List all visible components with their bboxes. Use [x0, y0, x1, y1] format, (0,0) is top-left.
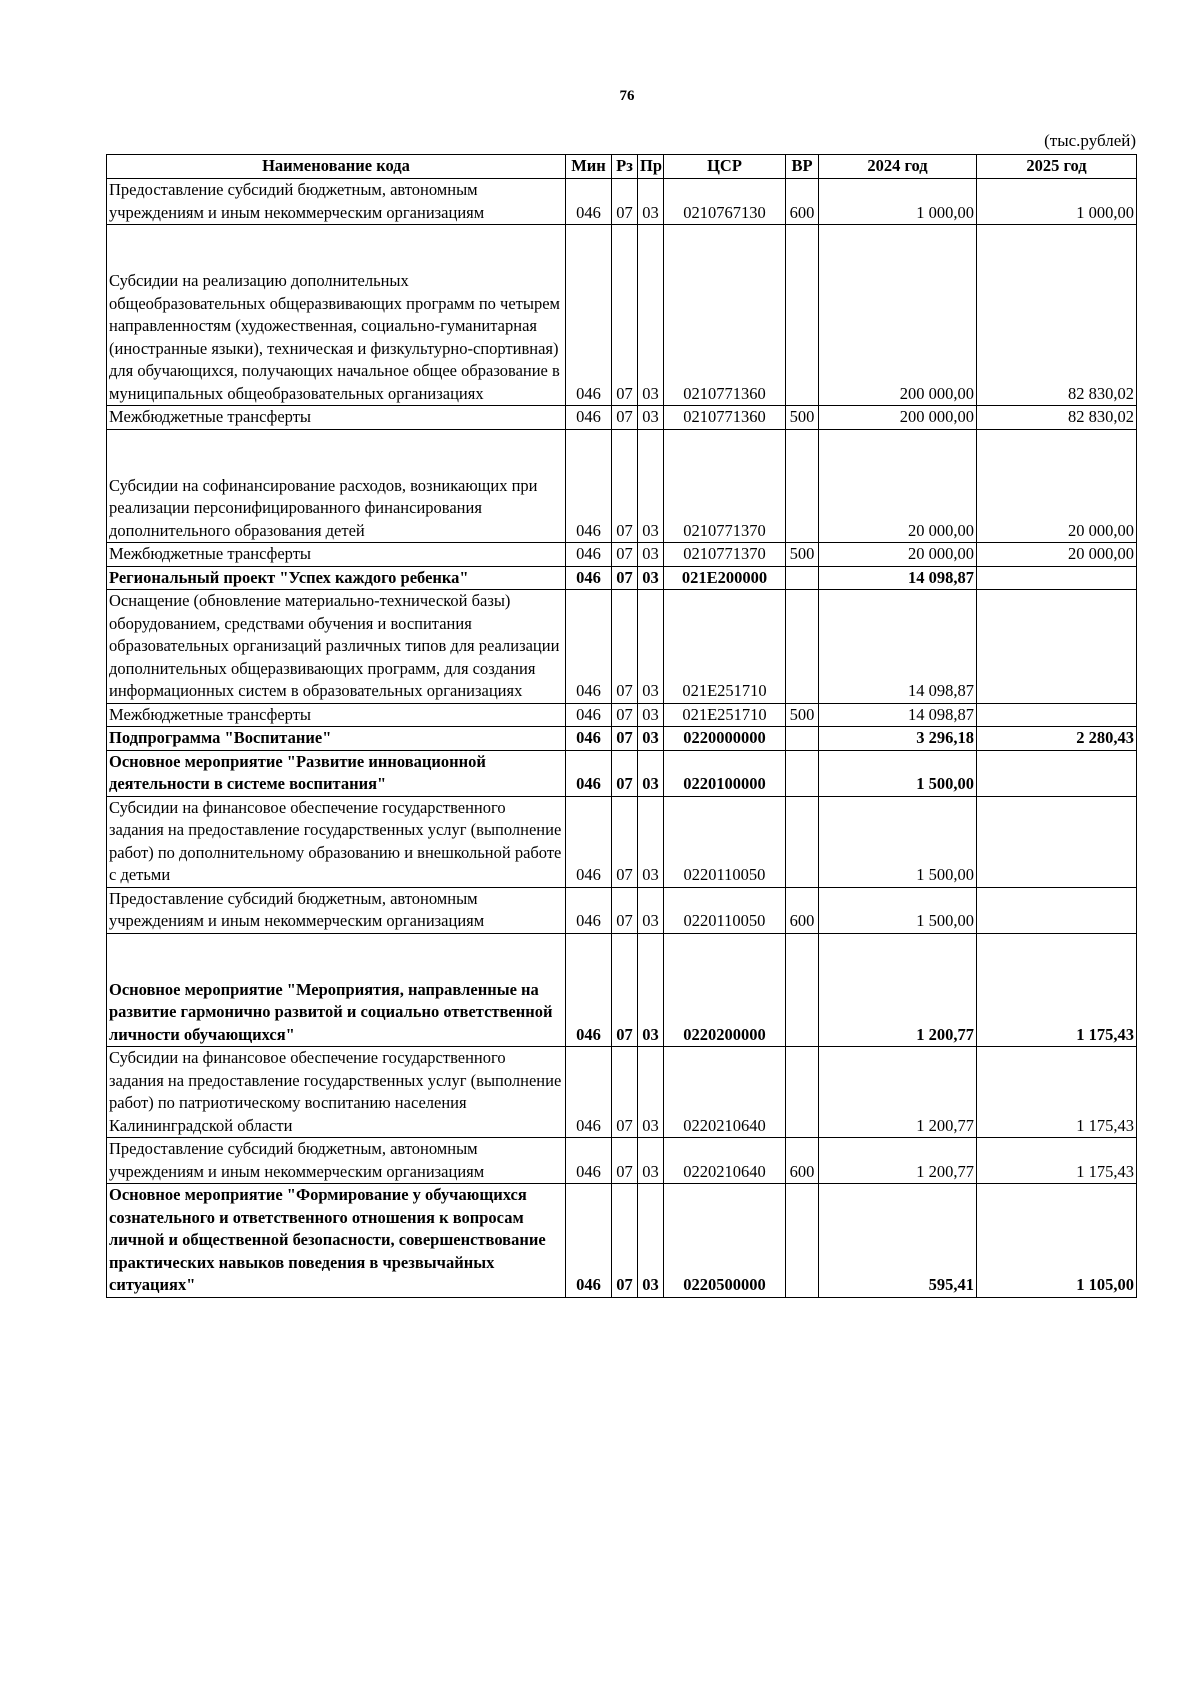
row-pr: 03: [638, 1138, 664, 1184]
row-rz: 07: [612, 750, 638, 796]
table-header-row: [107, 155, 1137, 179]
row-2025: 82 830,02: [977, 225, 1137, 406]
row-min: 046: [566, 225, 612, 406]
row-rz: 07: [612, 590, 638, 704]
row-2024: 200 000,00: [819, 406, 977, 430]
row-rz: 07: [612, 179, 638, 225]
header-min: Мин: [566, 155, 612, 179]
row-csr: 0220200000: [664, 933, 786, 1047]
row-name: Основное мероприятие "Мероприятия, направленные на развитие гармонично развитой и социально ответственной личности обучающихся": [109, 979, 553, 1044]
row-rz: 07: [612, 1138, 638, 1184]
row-2024: 3 296,18: [819, 727, 977, 751]
row-2025: [977, 750, 1137, 796]
row-name: Межбюджетные трансферты: [107, 406, 566, 430]
table-row: [107, 590, 1137, 704]
units-label: (тыс.рублей): [1044, 131, 1136, 150]
row-rz: 07: [612, 933, 638, 1047]
row-csr: 0220500000: [664, 1184, 786, 1298]
row-csr: 0210771360: [664, 225, 786, 406]
row-csr: 0220110050: [664, 887, 786, 933]
header-vr: ВР: [786, 155, 819, 179]
row-csr: 0210771360: [664, 406, 786, 430]
row-vr: [786, 566, 819, 590]
table-row: [107, 750, 1137, 796]
row-vr: 500: [786, 703, 819, 727]
row-csr: 0220210640: [664, 1138, 786, 1184]
row-rz: 07: [612, 225, 638, 406]
row-2024: 14 098,87: [819, 590, 977, 704]
row-vr: [786, 796, 819, 887]
row-2025: 1 175,43: [977, 1047, 1137, 1138]
row-2024: 14 098,87: [819, 703, 977, 727]
row-name: Предоставление субсидий бюджетным, автономным учреждениям и иным некоммерческим организациям: [107, 179, 566, 225]
row-2025: [977, 703, 1137, 727]
row-name: Основное мероприятие "Развитие инновационной деятельности в системе воспитания": [107, 750, 566, 796]
row-2024: 1 500,00: [819, 887, 977, 933]
row-pr: 03: [638, 225, 664, 406]
row-csr: 021E200000: [664, 566, 786, 590]
header-2024: 2024 год: [819, 155, 977, 179]
row-2024: 1 200,77: [819, 1047, 977, 1138]
row-vr: 600: [786, 1138, 819, 1184]
row-pr: 03: [638, 750, 664, 796]
row-csr: 0220210640: [664, 1047, 786, 1138]
row-rz: 07: [612, 796, 638, 887]
row-rz: 07: [612, 727, 638, 751]
table-row: [107, 703, 1137, 727]
row-rz: 07: [612, 429, 638, 543]
row-pr: 03: [638, 429, 664, 543]
row-name: Межбюджетные трансферты: [107, 703, 566, 727]
row-rz: 07: [612, 703, 638, 727]
row-vr: [786, 225, 819, 406]
row-pr: 03: [638, 406, 664, 430]
row-2025: 1 175,43: [977, 933, 1137, 1047]
row-2024: 20 000,00: [819, 429, 977, 543]
row-min: 046: [566, 406, 612, 430]
row-2025: 82 830,02: [977, 406, 1137, 430]
table-row: [107, 406, 1137, 430]
row-min: 046: [566, 887, 612, 933]
table-row: [107, 1138, 1137, 1184]
row-min: 046: [566, 1184, 612, 1298]
row-pr: 03: [638, 590, 664, 704]
row-2025: 1 105,00: [977, 1184, 1137, 1298]
row-2025: [977, 887, 1137, 933]
row-rz: 07: [612, 887, 638, 933]
row-vr: [786, 590, 819, 704]
row-name: Основное мероприятие "Формирование у обучающихся сознательного и ответственного отношения к вопросам личной и общественной безопасности, совершенствование практических навыков поведения в чрезвычайных ситуациях": [107, 1184, 566, 1298]
header-csr: ЦСР: [664, 155, 786, 179]
header-2025: 2025 год: [977, 155, 1137, 179]
budget-table: [106, 154, 1137, 1298]
row-pr: 03: [638, 703, 664, 727]
row-name: Оснащение (обновление материально-технической базы) оборудованием, средствами обучения и воспитания образовательных организаций различных типов для реализации дополнительных общеразвивающих программ, для создания информационных систем в образовательных организациях: [107, 590, 566, 704]
row-min: 046: [566, 933, 612, 1047]
row-rz: 07: [612, 406, 638, 430]
row-pr: 03: [638, 566, 664, 590]
row-pr: 03: [638, 179, 664, 225]
row-name: Региональный проект "Успех каждого ребенка": [107, 566, 566, 590]
row-2025: 20 000,00: [977, 543, 1137, 567]
row-2024: 1 200,77: [819, 1138, 977, 1184]
row-vr: 500: [786, 543, 819, 567]
row-csr: 021E251710: [664, 590, 786, 704]
row-vr: 600: [786, 179, 819, 225]
row-csr: 0220000000: [664, 727, 786, 751]
row-vr: [786, 1184, 819, 1298]
row-min: 046: [566, 566, 612, 590]
row-2025: 1 175,43: [977, 1138, 1137, 1184]
row-pr: 03: [638, 796, 664, 887]
cell-spacer: [109, 934, 563, 979]
row-name: Подпрограмма "Воспитание": [107, 727, 566, 751]
row-min: 046: [566, 590, 612, 704]
table-row: [107, 225, 1137, 406]
row-pr: 03: [638, 933, 664, 1047]
row-pr: 03: [638, 543, 664, 567]
row-min: 046: [566, 796, 612, 887]
row-vr: [786, 750, 819, 796]
row-2024: 595,41: [819, 1184, 977, 1298]
row-2025: [977, 796, 1137, 887]
row-2025: [977, 590, 1137, 704]
row-2024: 20 000,00: [819, 543, 977, 567]
header-pr: Пр: [638, 155, 664, 179]
row-2024: 200 000,00: [819, 225, 977, 406]
row-pr: 03: [638, 727, 664, 751]
row-vr: 600: [786, 887, 819, 933]
row-min: 046: [566, 1047, 612, 1138]
row-2024: 1 500,00: [819, 796, 977, 887]
cell-spacer: [109, 225, 563, 270]
row-2024: 1 200,77: [819, 933, 977, 1047]
row-pr: 03: [638, 1184, 664, 1298]
row-name: Субсидии на софинансирование расходов, возникающих при реализации персонифицированного финансирования дополнительного образования детей: [109, 475, 538, 540]
row-min: 046: [566, 1138, 612, 1184]
row-csr: 0210767130: [664, 179, 786, 225]
table-row: [107, 429, 1137, 543]
row-name: Предоставление субсидий бюджетным, автономным учреждениям и иным некоммерческим организациям: [107, 887, 566, 933]
row-min: 046: [566, 543, 612, 567]
cell-spacer: [109, 430, 563, 475]
row-2025: 1 000,00: [977, 179, 1137, 225]
row-rz: 07: [612, 1184, 638, 1298]
row-csr: 0210771370: [664, 543, 786, 567]
row-pr: 03: [638, 1047, 664, 1138]
table-row: [107, 179, 1137, 225]
table-row: [107, 887, 1137, 933]
page-number: 76: [619, 88, 635, 104]
row-csr: 021E251710: [664, 703, 786, 727]
row-rz: 07: [612, 566, 638, 590]
row-vr: [786, 933, 819, 1047]
table-row: [107, 543, 1137, 567]
header-name: Наименование кода: [107, 155, 566, 179]
table-row: [107, 1184, 1137, 1298]
table-row: [107, 933, 1137, 1047]
row-min: 046: [566, 727, 612, 751]
header-rz: Рз: [612, 155, 638, 179]
row-min: 046: [566, 179, 612, 225]
row-name: Межбюджетные трансферты: [107, 543, 566, 567]
row-csr: 0210771370: [664, 429, 786, 543]
row-csr: 0220110050: [664, 796, 786, 887]
row-min: 046: [566, 429, 612, 543]
row-2025: [977, 566, 1137, 590]
row-name: Предоставление субсидий бюджетным, автономным учреждениям и иным некоммерческим организациям: [107, 1138, 566, 1184]
row-2024: 1 000,00: [819, 179, 977, 225]
row-rz: 07: [612, 543, 638, 567]
row-2024: 1 500,00: [819, 750, 977, 796]
row-vr: 500: [786, 406, 819, 430]
row-csr: 0220100000: [664, 750, 786, 796]
row-name: Субсидии на финансовое обеспечение государственного задания на предоставление государственных услуг (выполнение работ) по дополнительному образованию и внешкольной работе с детьми: [107, 796, 566, 887]
table-row: [107, 796, 1137, 887]
row-vr: [786, 727, 819, 751]
row-min: 046: [566, 750, 612, 796]
row-2025: 20 000,00: [977, 429, 1137, 543]
row-name: Субсидии на реализацию дополнительных общеобразовательных общеразвивающих программ по четырем направленностям (художественная, социально-гуманитарная (иностранные языки), техническая и физкультурно-спортивная) для обучающихся, получающих начальное общее образование в муниципальных общеобразовательных организациях: [109, 271, 560, 403]
row-min: 046: [566, 703, 612, 727]
row-vr: [786, 1047, 819, 1138]
row-vr: [786, 429, 819, 543]
row-rz: 07: [612, 1047, 638, 1138]
row-pr: 03: [638, 887, 664, 933]
row-name: Субсидии на финансовое обеспечение государственного задания на предоставление государственных услуг (выполнение работ) по патриотическому воспитанию населения Калининградской области: [107, 1047, 566, 1138]
row-2024: 14 098,87: [819, 566, 977, 590]
table-row: [107, 727, 1137, 751]
row-2025: 2 280,43: [977, 727, 1137, 751]
table-row: [107, 566, 1137, 590]
table-row: [107, 1047, 1137, 1138]
